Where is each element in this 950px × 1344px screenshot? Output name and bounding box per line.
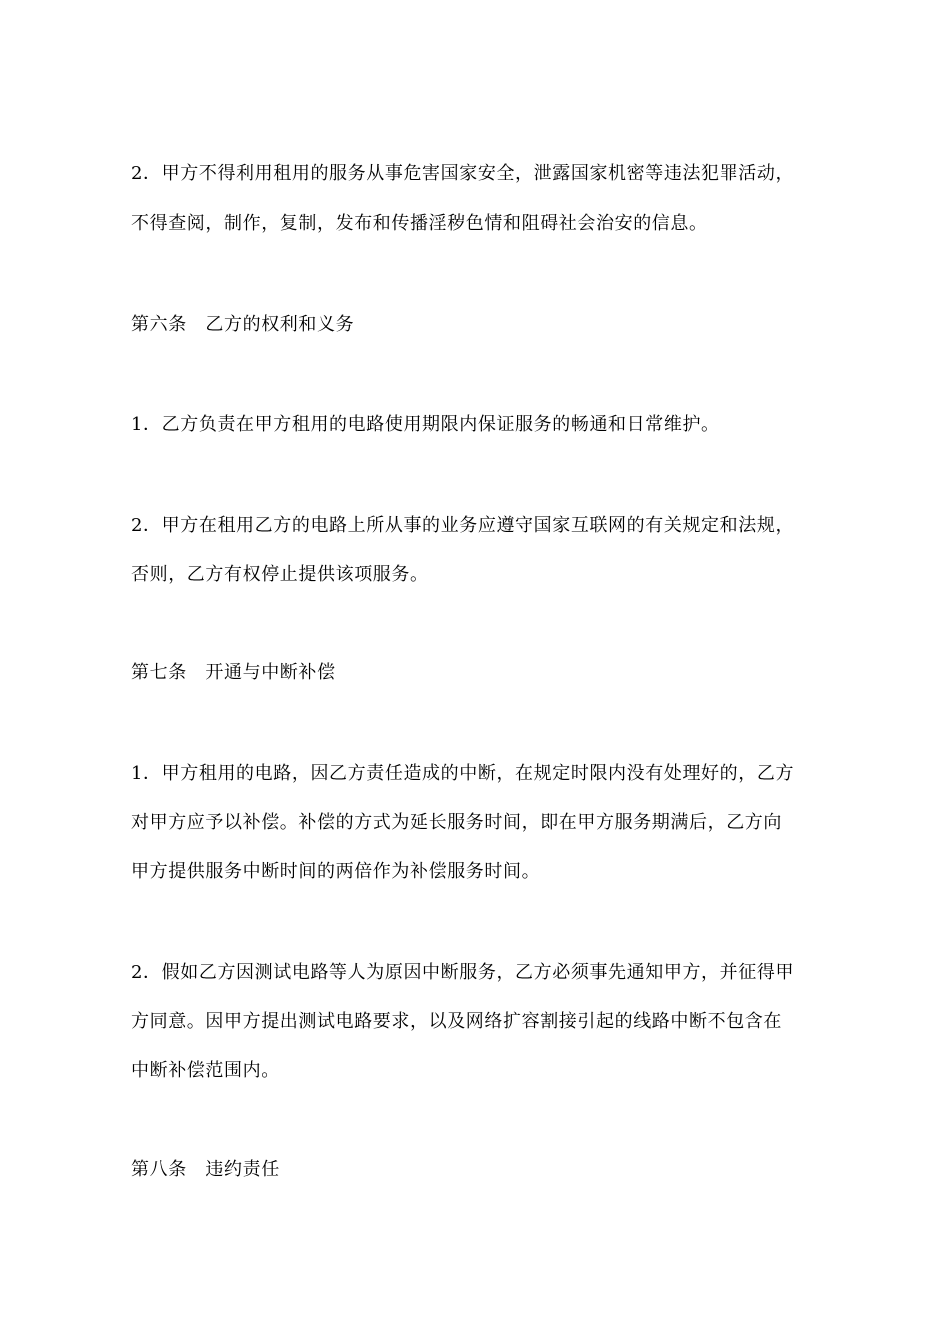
clause-7-item-2-line-1: 2．假如乙方因测试电路等人为原因中断服务，乙方必须事先通知甲方，并征得甲 [131, 962, 795, 983]
clause-6-item-1-line-1: 1．乙方负责在甲方租用的电路使用期限内保证服务的畅通和日常维护。 [131, 414, 720, 435]
clause-8-heading: 第八条 违约责任 [131, 1159, 280, 1180]
clause-6-item-2-line-1: 2．甲方在租用乙方的电路上所从事的业务应遵守国家互联网的有关规定和法规， [131, 515, 795, 536]
clause-7-item-1-line-3: 甲方提供服务中断时间的两倍作为补偿服务时间。 [131, 861, 541, 882]
clause-7-item-1-line-2: 对甲方应予以补偿。补偿的方式为延长服务时间，即在甲方服务期满后，乙方向 [131, 812, 782, 833]
clause-6-item-2-line-2: 否则，乙方有权停止提供该项服务。 [131, 564, 429, 585]
clause-5-item-2-line-1: 2．甲方不得利用租用的服务从事危害国家安全，泄露国家机密等违法犯罪活动， [131, 163, 795, 184]
clause-7-heading: 第七条 开通与中断补偿 [131, 662, 336, 683]
clause-7-item-2-line-3: 中断补偿范围内。 [131, 1060, 280, 1081]
clause-7-item-2-line-2: 方同意。因甲方提出测试电路要求，以及网络扩容割接引起的线路中断不包含在 [131, 1011, 782, 1032]
clause-6-heading: 第六条 乙方的权利和义务 [131, 314, 355, 335]
clause-7-item-1-line-1: 1．甲方租用的电路，因乙方责任造成的中断，在规定时限内没有处理好的，乙方 [131, 763, 795, 784]
clause-5-item-2-line-2: 不得查阅，制作，复制，发布和传播淫秽色情和阻碍社会治安的信息。 [131, 213, 708, 234]
